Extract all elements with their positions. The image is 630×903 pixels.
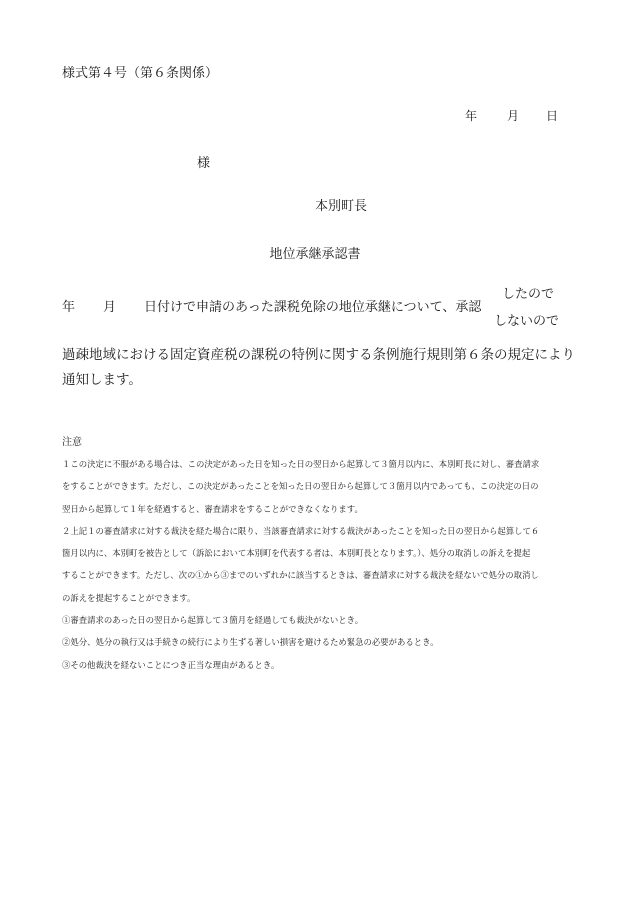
form-number: 様式第４号（第６条関係） xyxy=(62,66,219,81)
note-line: １この決定に不服がある場合は、この決定があった日を知った日の翌日から起算して３箇月以内に、本別町長に対し、審査請求 xyxy=(62,459,540,469)
note-line: ②処分、処分の執行又は手続きの続行により生ずる著しい損害を避けるため緊急の必要があるとき。 xyxy=(62,637,439,648)
document-title: 地位承継承認書 xyxy=(269,247,361,262)
notes-list xyxy=(62,453,572,676)
addressee-suffix: 様 xyxy=(197,156,211,171)
note-line: をすることができます。ただし、この決定があったことを知った日の翌日から起算して３箇月以内であっても、この決定の日の xyxy=(62,481,539,492)
body-month: 月 xyxy=(103,300,117,315)
body-main-text: 日付けで申請のあった課税免除の地位承継について、承認 xyxy=(144,300,482,315)
note-line: 箇月以内に、本別町を被告として（訴訟において本別町を代表する者は、本別町長となります。）、処分の取消しの訴えを提起 xyxy=(62,548,531,559)
body-line-3: 通知します。 xyxy=(62,372,142,388)
date-day: 日 xyxy=(546,109,559,123)
note-line: ２上記１の審査請求に対する裁決を経た場合に限り、当該審査請求に対する裁決があったことを知った日の翌日から起算して６ xyxy=(62,525,540,536)
date-year: 年 xyxy=(465,109,478,123)
body-line-2: 過疎地域における固定資産税の課税の特例に関する条例施行規則第６条の規定により xyxy=(62,347,575,363)
note-line: ①審査請求のあった日の翌日から起算して３箇月を経過しても裁決がないとき。 xyxy=(62,615,364,626)
choice-approved: したので xyxy=(502,287,555,302)
date-month: 月 xyxy=(507,109,520,123)
note-line: することができます。ただし、次の①から③までのいずれかに該当するときは、審査請求に対する裁決を経ないで処分の取消し xyxy=(62,570,539,581)
body-year: 年 xyxy=(62,300,76,315)
issuer: 本別町長 xyxy=(315,199,368,214)
choice-denied: しないので xyxy=(494,314,560,329)
note-line: の訴えを提起することができます。 xyxy=(62,592,196,603)
note-line: 翌日から起算して１年を経過すると、審査請求をすることができなくなります。 xyxy=(62,503,363,514)
note-line: ③その他裁決を経ないことにつき正当な理由があるとき。 xyxy=(62,659,280,670)
notes-heading: 注意 xyxy=(62,437,82,448)
